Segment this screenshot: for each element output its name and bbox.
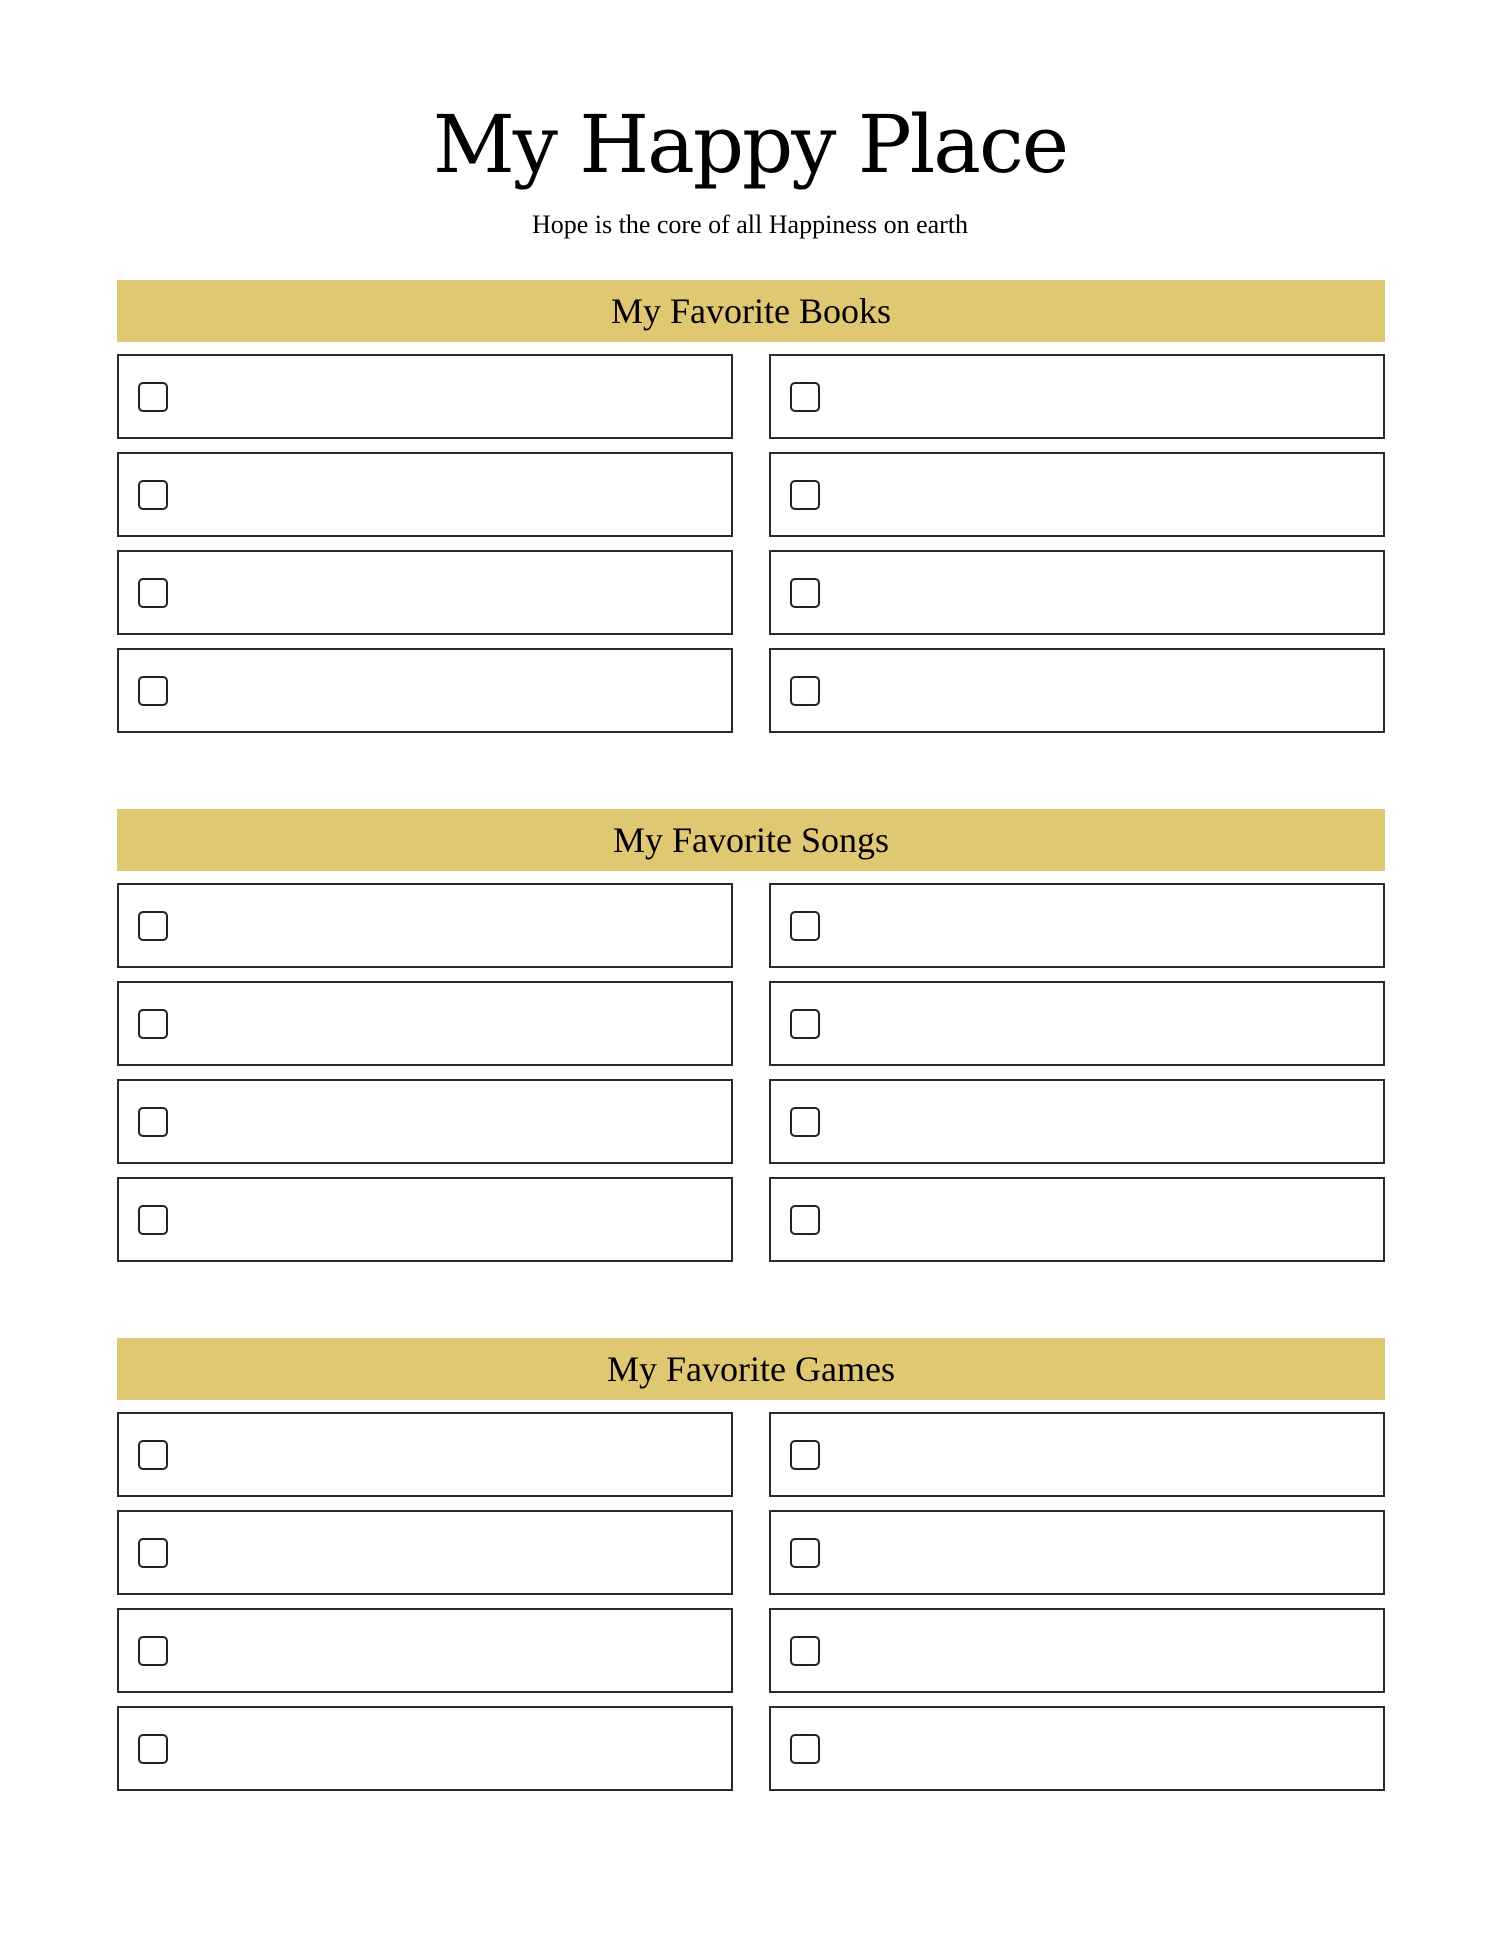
section-heading-books: My Favorite Books bbox=[117, 280, 1385, 342]
checklist-row[interactable] bbox=[769, 1706, 1385, 1791]
checkbox[interactable] bbox=[790, 1009, 820, 1039]
checkbox[interactable] bbox=[138, 1440, 168, 1470]
section-songs bbox=[117, 809, 1385, 1262]
checkbox[interactable] bbox=[138, 382, 168, 412]
checkbox[interactable] bbox=[790, 1205, 820, 1235]
checklist-row[interactable] bbox=[117, 452, 733, 537]
page-subtitle: Hope is the core of all Happiness on earth bbox=[531, 210, 969, 239]
checkbox[interactable] bbox=[790, 480, 820, 510]
checklist-row[interactable] bbox=[769, 1608, 1385, 1693]
checkbox[interactable] bbox=[138, 1734, 168, 1764]
list-grid-games bbox=[117, 1412, 1385, 1791]
checklist-row[interactable] bbox=[769, 883, 1385, 968]
checkbox[interactable] bbox=[790, 382, 820, 412]
checkbox[interactable] bbox=[138, 1538, 168, 1568]
checklist-row[interactable] bbox=[769, 354, 1385, 439]
checklist-row[interactable] bbox=[117, 648, 733, 733]
checkbox[interactable] bbox=[138, 676, 168, 706]
checkbox[interactable] bbox=[138, 1636, 168, 1666]
checkbox[interactable] bbox=[790, 578, 820, 608]
checkbox[interactable] bbox=[138, 1107, 168, 1137]
checklist-row[interactable] bbox=[117, 981, 733, 1066]
section-books bbox=[117, 280, 1385, 733]
checkbox[interactable] bbox=[790, 1107, 820, 1137]
section-heading-songs: My Favorite Songs bbox=[117, 809, 1385, 871]
checklist-row[interactable] bbox=[117, 1706, 733, 1791]
checklist-row[interactable] bbox=[769, 1177, 1385, 1262]
checklist-row[interactable] bbox=[769, 648, 1385, 733]
checklist-row[interactable] bbox=[117, 1177, 733, 1262]
checkbox[interactable] bbox=[138, 578, 168, 608]
checkbox[interactable] bbox=[790, 676, 820, 706]
checklist-row[interactable] bbox=[117, 1079, 733, 1164]
section-games bbox=[117, 1338, 1385, 1791]
list-grid-books bbox=[117, 354, 1385, 733]
checklist-row[interactable] bbox=[769, 1079, 1385, 1164]
checklist-row[interactable] bbox=[769, 981, 1385, 1066]
checkbox[interactable] bbox=[138, 1205, 168, 1235]
checklist-row[interactable] bbox=[117, 354, 733, 439]
list-grid-songs bbox=[117, 883, 1385, 1262]
checklist-row[interactable] bbox=[117, 1412, 733, 1497]
checklist-row[interactable] bbox=[769, 1412, 1385, 1497]
checkbox[interactable] bbox=[790, 911, 820, 941]
checklist-row[interactable] bbox=[769, 452, 1385, 537]
checkbox[interactable] bbox=[138, 1009, 168, 1039]
checkbox[interactable] bbox=[790, 1734, 820, 1764]
checklist-row[interactable] bbox=[769, 1510, 1385, 1595]
checkbox[interactable] bbox=[790, 1636, 820, 1666]
checkbox[interactable] bbox=[138, 911, 168, 941]
checklist-row[interactable] bbox=[117, 1608, 733, 1693]
checkbox[interactable] bbox=[790, 1440, 820, 1470]
checklist-row[interactable] bbox=[769, 550, 1385, 635]
page-title: My Happy Place bbox=[432, 98, 1068, 191]
checkbox[interactable] bbox=[138, 480, 168, 510]
checkbox[interactable] bbox=[790, 1538, 820, 1568]
section-heading-games: My Favorite Games bbox=[117, 1338, 1385, 1400]
checklist-row[interactable] bbox=[117, 883, 733, 968]
checklist-row[interactable] bbox=[117, 1510, 733, 1595]
checklist-row[interactable] bbox=[117, 550, 733, 635]
